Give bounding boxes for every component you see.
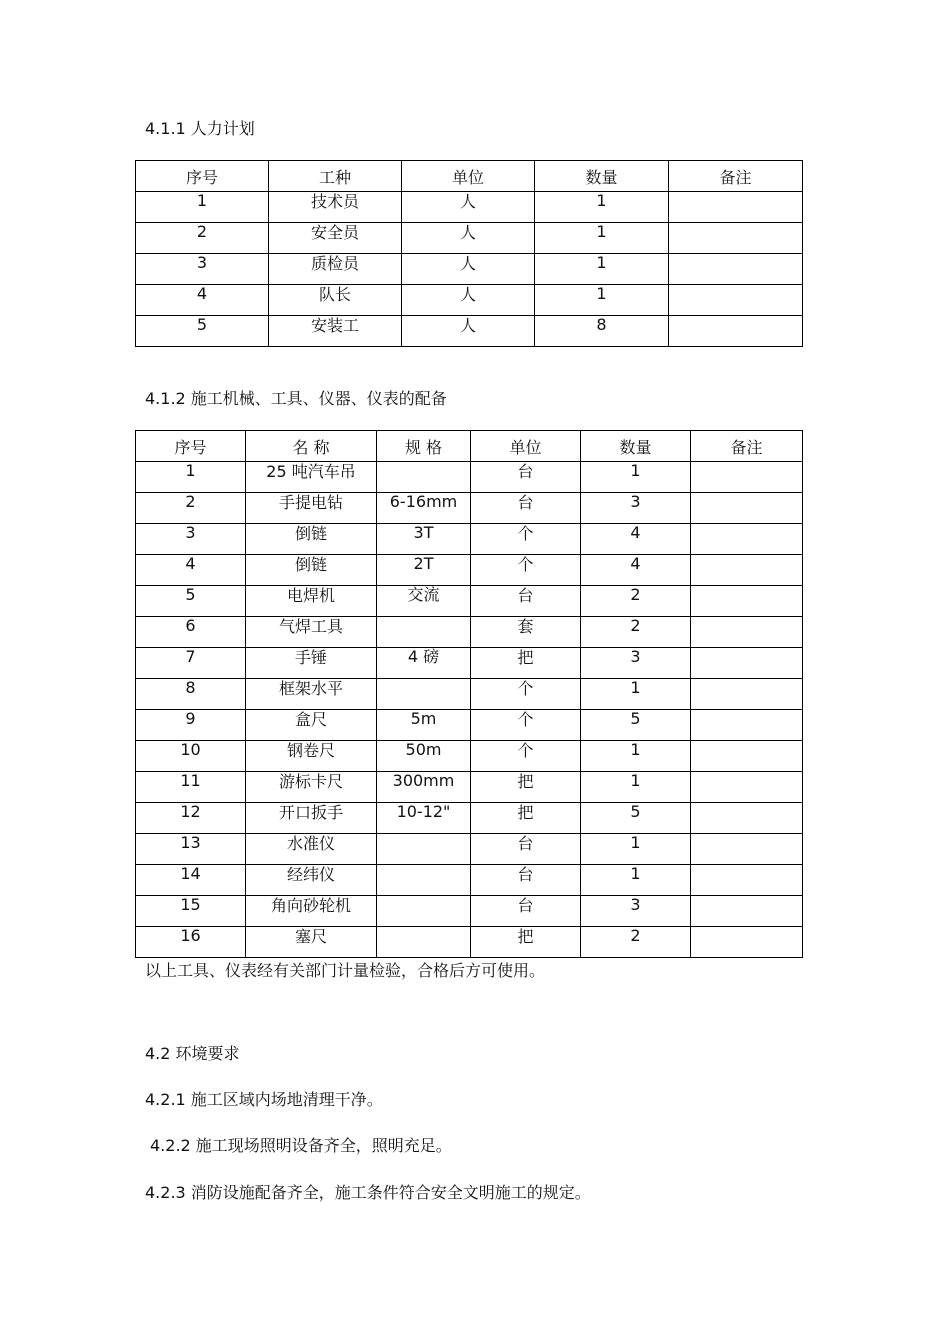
- quantity-cell: 5: [581, 803, 691, 834]
- spec-cell: 300mm: [377, 772, 471, 803]
- trade-cell: 安装工: [269, 316, 402, 347]
- seq-cell: 7: [136, 648, 246, 679]
- table-row: [136, 285, 803, 316]
- table-row: [136, 648, 803, 679]
- header-name: 名 称: [246, 431, 377, 462]
- remarks-cell: [691, 772, 803, 803]
- name-cell: 气焊工具: [246, 617, 377, 648]
- spec-cell: [377, 834, 471, 865]
- remarks-cell: [669, 223, 803, 254]
- spec-cell: 50m: [377, 741, 471, 772]
- header-unit: 单位: [402, 161, 535, 192]
- remarks-cell: [691, 896, 803, 927]
- seq-cell: 16: [136, 927, 246, 958]
- unit-cell: 把: [471, 803, 581, 834]
- seq-cell: 6: [136, 617, 246, 648]
- spec-cell: 4 磅: [377, 648, 471, 679]
- spec-cell: 2T: [377, 555, 471, 586]
- header-trade: 工种: [269, 161, 402, 192]
- unit-cell: 人: [402, 316, 535, 347]
- requirement-4-2-1: 4.2.1 施工区域内场地清理干净。: [145, 1090, 383, 1109]
- unit-cell: 台: [471, 896, 581, 927]
- quantity-cell: 4: [581, 524, 691, 555]
- quantity-cell: 1: [581, 679, 691, 710]
- quantity-cell: 1: [581, 834, 691, 865]
- unit-cell: 套: [471, 617, 581, 648]
- header-unit: 单位: [471, 431, 581, 462]
- table-row: [136, 896, 803, 927]
- remarks-cell: [669, 285, 803, 316]
- seq-cell: 3: [136, 254, 269, 285]
- name-cell: 水准仪: [246, 834, 377, 865]
- seq-cell: 8: [136, 679, 246, 710]
- name-cell: 经纬仪: [246, 865, 377, 896]
- equipment-table: [135, 430, 803, 958]
- remarks-cell: [691, 865, 803, 896]
- unit-cell: 个: [471, 555, 581, 586]
- quantity-cell: 2: [581, 927, 691, 958]
- quantity-cell: 1: [581, 865, 691, 896]
- quantity-cell: 8: [535, 316, 669, 347]
- name-cell: 手锤: [246, 648, 377, 679]
- remarks-cell: [691, 927, 803, 958]
- name-cell: 游标卡尺: [246, 772, 377, 803]
- header-seq: 序号: [136, 431, 246, 462]
- spec-cell: [377, 617, 471, 648]
- unit-cell: 个: [471, 524, 581, 555]
- trade-cell: 技术员: [269, 192, 402, 223]
- table-row: [136, 617, 803, 648]
- unit-cell: 把: [471, 648, 581, 679]
- table-row: [136, 710, 803, 741]
- quantity-cell: 3: [581, 493, 691, 524]
- spec-cell: 5m: [377, 710, 471, 741]
- spec-cell: [377, 896, 471, 927]
- section-heading-4-1-2: 4.1.2 施工机械、工具、仪器、仪表的配备: [145, 389, 447, 408]
- header-spec: 规 格: [377, 431, 471, 462]
- name-cell: 电焊机: [246, 586, 377, 617]
- unit-cell: 把: [471, 772, 581, 803]
- quantity-cell: 3: [581, 648, 691, 679]
- remarks-cell: [691, 555, 803, 586]
- unit-cell: 台: [471, 865, 581, 896]
- quantity-cell: 1: [581, 462, 691, 493]
- seq-cell: 13: [136, 834, 246, 865]
- unit-cell: 台: [471, 493, 581, 524]
- quantity-cell: 3: [581, 896, 691, 927]
- remarks-cell: [691, 834, 803, 865]
- remarks-cell: [691, 617, 803, 648]
- table-row: [136, 254, 803, 285]
- quantity-cell: 1: [535, 223, 669, 254]
- remarks-cell: [669, 316, 803, 347]
- seq-cell: 14: [136, 865, 246, 896]
- unit-cell: 把: [471, 927, 581, 958]
- seq-cell: 4: [136, 555, 246, 586]
- seq-cell: 12: [136, 803, 246, 834]
- remarks-cell: [691, 710, 803, 741]
- quantity-cell: 4: [581, 555, 691, 586]
- seq-cell: 5: [136, 586, 246, 617]
- trade-cell: 队长: [269, 285, 402, 316]
- seq-cell: 10: [136, 741, 246, 772]
- name-cell: 框架水平: [246, 679, 377, 710]
- seq-cell: 5: [136, 316, 269, 347]
- remarks-cell: [691, 462, 803, 493]
- header-remarks: 备注: [669, 161, 803, 192]
- seq-cell: 1: [136, 462, 246, 493]
- name-cell: 手提电钻: [246, 493, 377, 524]
- unit-cell: 人: [402, 192, 535, 223]
- remarks-cell: [691, 524, 803, 555]
- seq-cell: 1: [136, 192, 269, 223]
- table-row: [136, 316, 803, 347]
- remarks-cell: [691, 679, 803, 710]
- quantity-cell: 1: [535, 285, 669, 316]
- spec-cell: [377, 927, 471, 958]
- spec-cell: 交流: [377, 586, 471, 617]
- header-quantity: 数量: [535, 161, 669, 192]
- header-row: [136, 161, 803, 192]
- name-cell: 塞尺: [246, 927, 377, 958]
- table-row: [136, 223, 803, 254]
- requirement-4-2-2: 4.2.2 施工现场照明设备齐全，照明充足。: [150, 1136, 452, 1155]
- name-cell: 开口扳手: [246, 803, 377, 834]
- remarks-cell: [691, 493, 803, 524]
- trade-cell: 安全员: [269, 223, 402, 254]
- unit-cell: 人: [402, 223, 535, 254]
- name-cell: 25 吨汽车吊: [246, 462, 377, 493]
- unit-cell: 台: [471, 834, 581, 865]
- header-quantity: 数量: [581, 431, 691, 462]
- seq-cell: 9: [136, 710, 246, 741]
- unit-cell: 个: [471, 741, 581, 772]
- table-row: [136, 493, 803, 524]
- spec-cell: 3T: [377, 524, 471, 555]
- section-heading-4-1-1: 4.1.1 人力计划: [145, 119, 255, 138]
- table-row: [136, 927, 803, 958]
- unit-cell: 人: [402, 285, 535, 316]
- tool-calibration-note: 以上工具、仪表经有关部门计量检验，合格后方可使用。: [145, 961, 546, 980]
- table-row: [136, 865, 803, 896]
- unit-cell: 台: [471, 462, 581, 493]
- quantity-cell: 2: [581, 617, 691, 648]
- trade-cell: 质检员: [269, 254, 402, 285]
- table-row: [136, 772, 803, 803]
- table-row: [136, 586, 803, 617]
- unit-cell: 个: [471, 679, 581, 710]
- name-cell: 倒链: [246, 524, 377, 555]
- table-row: [136, 462, 803, 493]
- table-row: [136, 555, 803, 586]
- quantity-cell: 1: [535, 192, 669, 223]
- quantity-cell: 1: [535, 254, 669, 285]
- manpower-plan-table: [135, 160, 803, 347]
- spec-cell: 10-12": [377, 803, 471, 834]
- remarks-cell: [691, 741, 803, 772]
- table-row: [136, 741, 803, 772]
- spec-cell: [377, 865, 471, 896]
- spec-cell: [377, 462, 471, 493]
- remarks-cell: [669, 192, 803, 223]
- quantity-cell: 2: [581, 586, 691, 617]
- header-row: [136, 431, 803, 462]
- name-cell: 角向砂轮机: [246, 896, 377, 927]
- unit-cell: 人: [402, 254, 535, 285]
- remarks-cell: [691, 648, 803, 679]
- header-remarks: 备注: [691, 431, 803, 462]
- seq-cell: 15: [136, 896, 246, 927]
- remarks-cell: [669, 254, 803, 285]
- quantity-cell: 5: [581, 710, 691, 741]
- requirement-4-2-3: 4.2.3 消防设施配备齐全，施工条件符合安全文明施工的规定。: [145, 1183, 591, 1202]
- remarks-cell: [691, 586, 803, 617]
- section-heading-4-2: 4.2 环境要求: [145, 1044, 240, 1063]
- name-cell: 钢卷尺: [246, 741, 377, 772]
- spec-cell: [377, 679, 471, 710]
- quantity-cell: 1: [581, 741, 691, 772]
- seq-cell: 3: [136, 524, 246, 555]
- spec-cell: 6-16mm: [377, 493, 471, 524]
- seq-cell: 11: [136, 772, 246, 803]
- name-cell: 倒链: [246, 555, 377, 586]
- unit-cell: 台: [471, 586, 581, 617]
- table-row: [136, 192, 803, 223]
- header-seq: 序号: [136, 161, 269, 192]
- table-row: [136, 679, 803, 710]
- table-row: [136, 834, 803, 865]
- name-cell: 盒尺: [246, 710, 377, 741]
- remarks-cell: [691, 803, 803, 834]
- quantity-cell: 1: [581, 772, 691, 803]
- unit-cell: 个: [471, 710, 581, 741]
- seq-cell: 4: [136, 285, 269, 316]
- table-row: [136, 803, 803, 834]
- seq-cell: 2: [136, 223, 269, 254]
- table-row: [136, 524, 803, 555]
- seq-cell: 2: [136, 493, 246, 524]
